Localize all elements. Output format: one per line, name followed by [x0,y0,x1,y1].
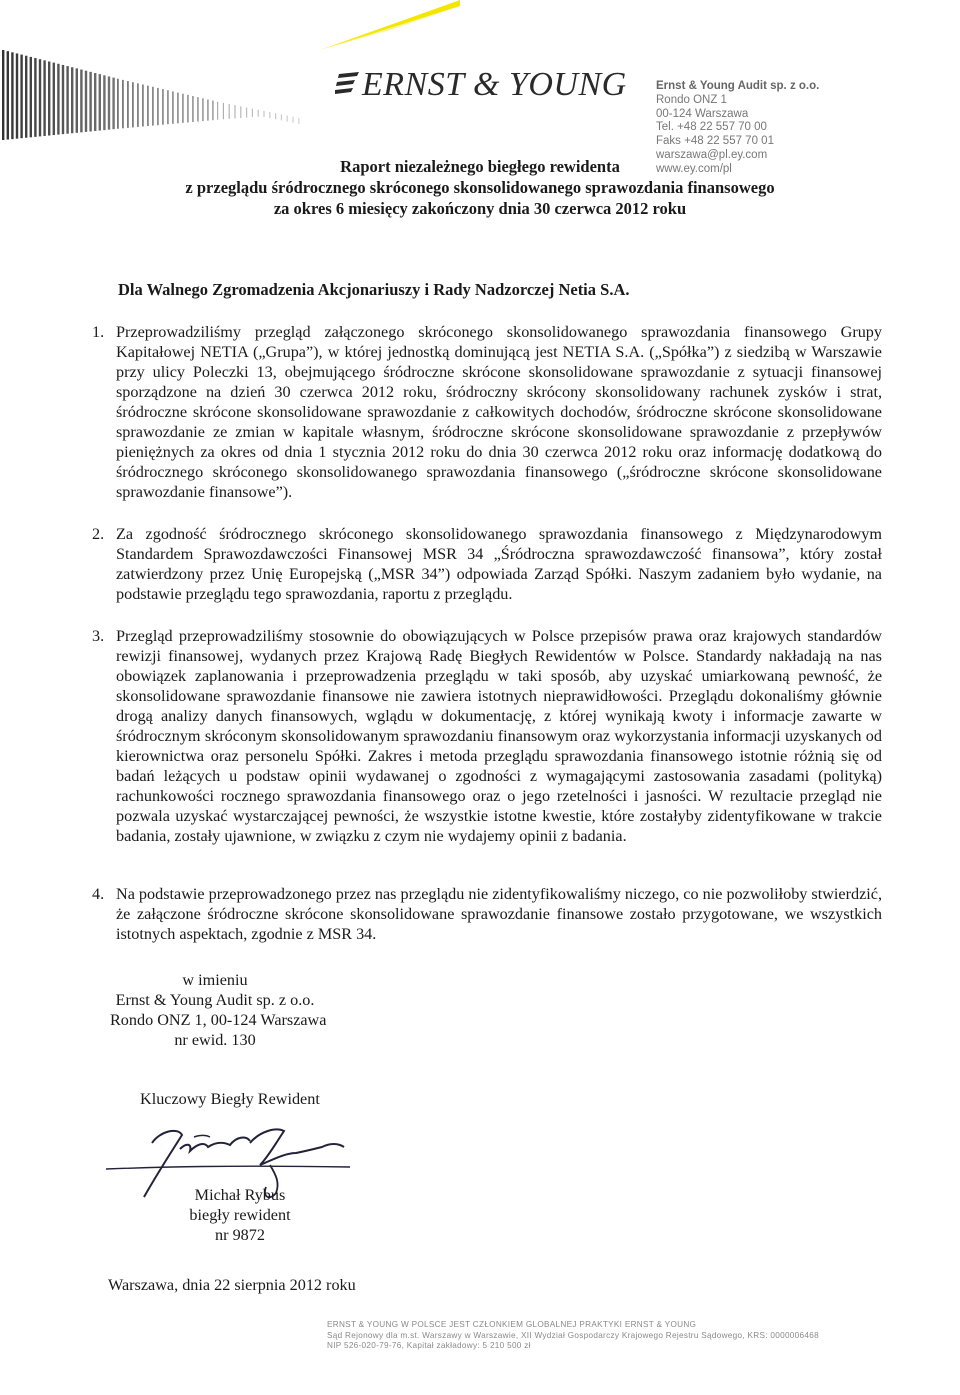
address-tel: Tel. +48 22 557 70 00 [656,121,767,134]
auditor-title: biegły rewident [189,1206,291,1224]
section-text: Za zgodność śródrocznego skróconego skonsolidowanego sprawozdania finansowego z Międzynarodowym Standardem Sprawozdawczości Finansowej MSR 34 „Śródroczna sprawozdawczość finansowa”, który został zatwierdzony przez Unię Europejską („MSR 34”) odpowiada Zarząd Spółki. Naszym zadaniem było wydanie, na podstawie przeglądu tego sprawozdania, raportu z przeglądu. [116,525,882,603]
section-2 [92,524,882,604]
section-number: 1. [92,323,105,341]
section-3 [92,626,882,846]
footer-line2: Sąd Rejonowy dla m.st. Warszawy w Warszawie, XII Wydział Gospodarczy Krajowego Rejestru Sądowego, KRS: 0000006468 [327,1330,819,1340]
section-number: 3. [92,627,105,645]
address-city: 00-124 Warszawa [656,107,749,120]
auditor-name: Michał Rybus [194,1186,286,1204]
auditor-number: nr 9872 [215,1226,265,1244]
footer-legal [327,1320,819,1352]
ey-logo-icon [335,72,361,96]
report-title-line1: Raport niezależnego biegłego rewidenta [340,157,620,176]
report-title [0,156,960,219]
section-text: Przegląd przeprowadziliśmy stosownie do obowiązujących w Polsce przepisów prawa oraz krajowych standardów rewizji finansowej, wydanych przez Krajową Radę Biegłych Rewidentów w Polsce. Standardy nakładają na nas obowiązek zaplanowania i przeprowadzenia przeglądu w taki sposób, aby uzyskać umiarkowaną pewność, że skonsolidowane sprawozdanie finansowe nie zawiera istotnych nieprawidłowości. Przeglądu dokonaliśmy głównie drogą analizy danych finansowych, wglądu w dokumentację, z której wynikają kwoty i informacje zawarte w śródrocznym skróconym skonsolidowanym sprawozdaniu finansowym oraz wykorzystania informacji uzyskanych od kierownictwa oraz personelu Spółki. Zakres i metoda przeglądu sprawozdania finansowego istotnie różnią się od badań leżących u podstaw opinii wydawanej o zgodności z wymagającymi zastosowania zasadami (polityką) rachunkowości rocznego sprawozdania finansowego oraz o jego rzetelności i jasności. W rezultacie przegląd nie pozwala uzyskać wystarczającej pewności, że wszystkie istotne kwestie, które zostałyby zidentyfikowane w trakcie badania, zostały ujawnione, w związku z czym nie wydajemy opinii z badania. [116,627,882,845]
footer-line1: ERNST & YOUNG W POLSCE JEST CZŁONKIEM GLOBALNEJ PRAKTYKI ERNST & YOUNG [327,1320,697,1329]
section-text: Na podstawie przeprowadzonego przez nas przeglądu nie zidentyfikowaliśmy niczego, co nie pozwoliłoby stwierdzić, że załączone śródroczne skrócone skonsolidowane sprawozdanie finansowe zostało przygotowane, we wszystkich istotnych aspektach, zgodnie z MSR 34. [116,885,882,943]
on-behalf-line1: w imieniu [182,971,248,989]
on-behalf-block [110,970,327,1050]
on-behalf-line3: Rondo ONZ 1, 00-124 Warszawa [110,1011,327,1029]
place-date: Warszawa, dnia 22 sierpnia 2012 roku [108,1276,356,1294]
logo-wordmark: ERNST & YOUNG [362,66,627,103]
auditor-block [180,1185,300,1245]
address-street: Rondo ONZ 1 [656,93,727,106]
report-title-line3: za okres 6 miesięcy zakończony dnia 30 czerwca 2012 roku [273,199,687,218]
on-behalf-line2: Ernst & Young Audit sp. z o.o. [115,991,315,1009]
addressee: Dla Walnego Zgromadzenia Akcjonariuszy i Rady Nadzorczej Netia S.A. [118,280,630,299]
footer-line3: NIP 526-020-79-76, Kapitał zakładowy: 5 210 500 zł [327,1341,531,1350]
address-fax: Faks +48 22 557 70 01 [656,135,774,148]
auditor-role: Kluczowy Biegły Rewident [140,1090,320,1108]
on-behalf-line4: nr ewid. 130 [174,1031,256,1049]
address-web: www.ey.com/pl [656,162,732,175]
address-email: warszawa@pl.ey.com [656,148,768,161]
yellow-beam-graphic [260,0,460,60]
report-title-line2: z przeglądu śródrocznego skróconego skonsolidowanego sprawozdania finansowego [185,178,775,197]
section-text: Przeprowadziliśmy przegląd załączonego skróconego skonsolidowanego sprawozdania finansowego Grupy Kapitałowej NETIA („Grupa”), w której jednostką dominującą jest NETIA S.A. („Spółka”) z siedzibą w Warszawie przy ulicy Poleczki 13, obejmującego śródroczne skrócone skonsolidowane sprawozdanie z sytuacji finansowej sporządzone na dzień 30 czerwca 2012 roku, śródroczny skrócony skonsolidowany rachunek zysków i strat, śródroczne skrócone skonsolidowane sprawozdanie z całkowitych dochodów, śródroczne skrócone skonsolidowane sprawozdanie ze zmian w kapitale własnym, śródroczne skrócone skonsolidowane sprawozdanie z przepływów pieniężnych za okres od dnia 1 stycznia 2012 roku do dnia 30 czerwca 2012 roku oraz informację dodatkową do śródrocznego skróconego skonsolidowanego sprawozdania finansowego („śródroczne skrócone skonsolidowane sprawozdanie finansowe”). [116,323,882,501]
section-4 [92,884,882,944]
section-number: 4. [92,885,105,903]
section-1 [92,322,882,502]
company-name: Ernst & Young Audit sp. z o.o. [656,80,820,92]
section-number: 2. [92,525,105,543]
